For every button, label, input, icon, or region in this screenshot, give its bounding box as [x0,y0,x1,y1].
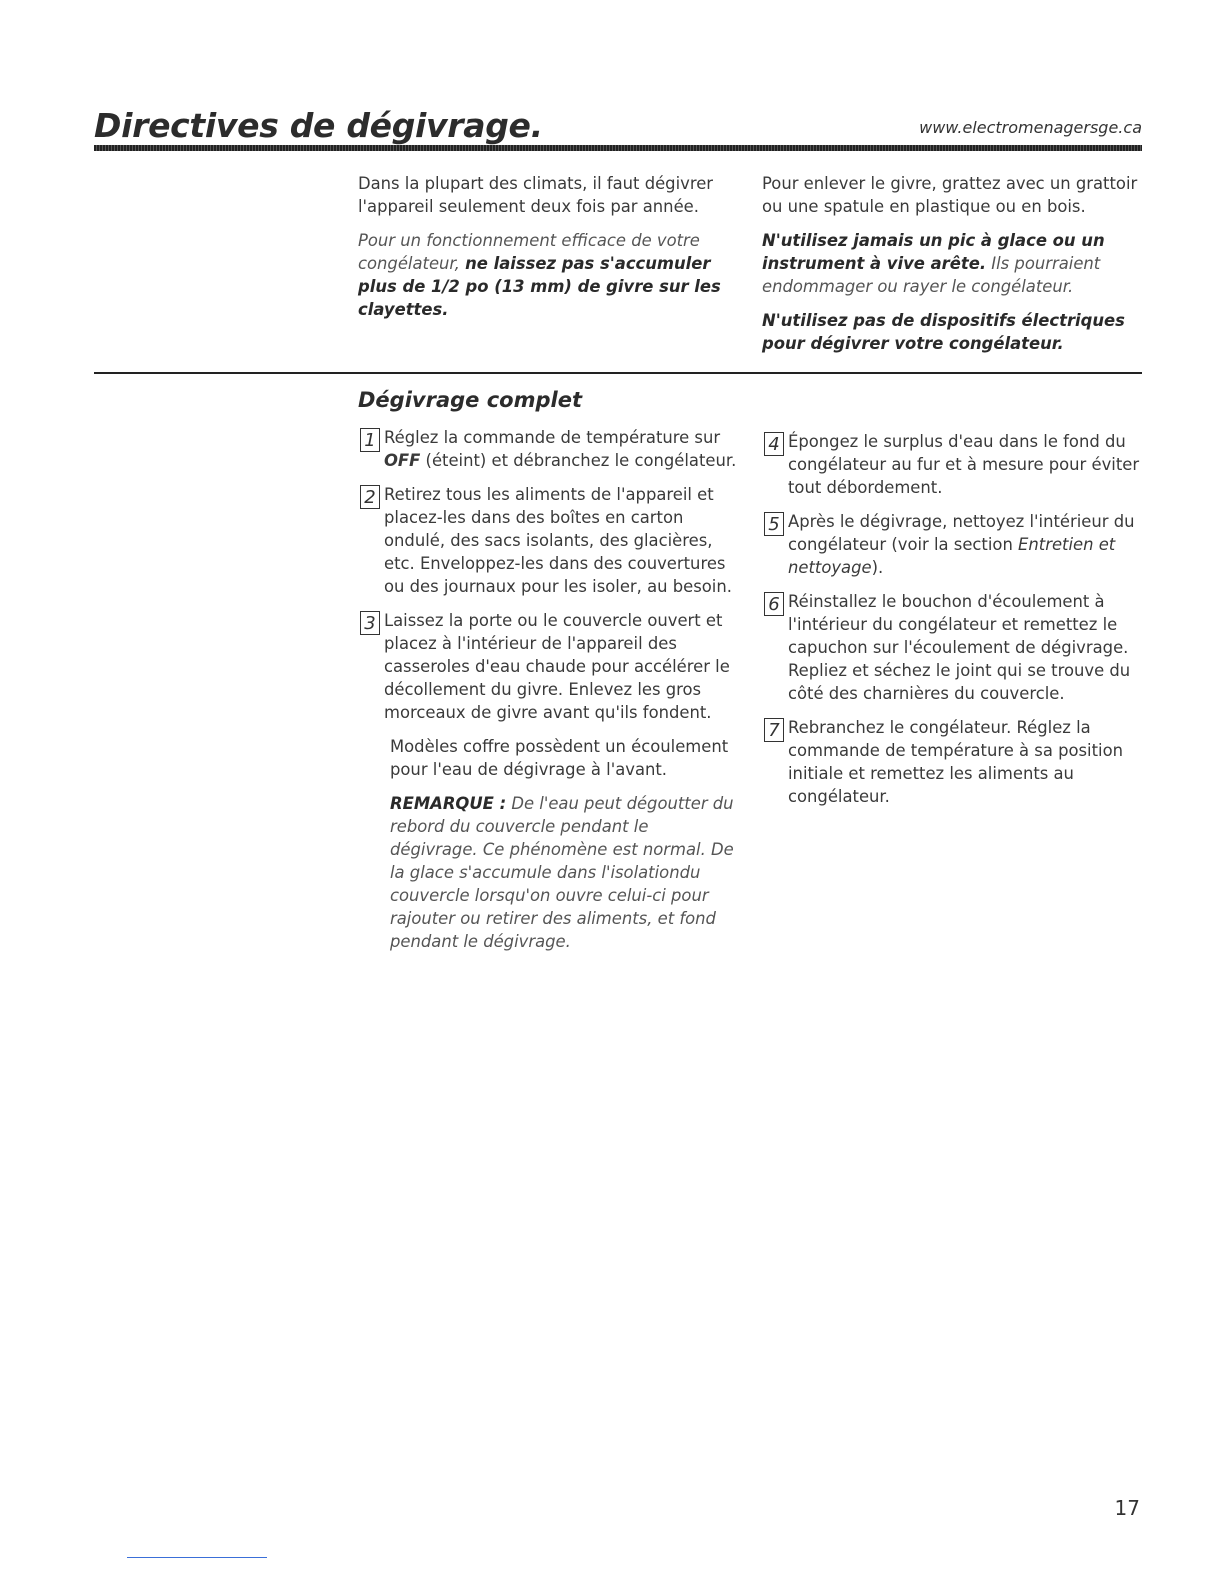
remark-label: REMARQUE : [390,794,507,813]
step-6 [762,590,1152,705]
remark [358,792,738,953]
step-number-6: 6 [764,592,784,616]
step-5 [762,510,1152,579]
step-number-2: 2 [360,485,380,509]
step-2-text: Retirez tous les aliments de l'appareil et placez-les dans des boîtes en carton ondulé, des sacs isolants, des glacières, etc. Enveloppez-les dans des couvertures ou des journaux pour les isoler, au besoin. [384,485,732,596]
step-4-text: Épongez le surplus d'eau dans le fond du congélateur au fur et à mesure pour éviter tout débordement. [788,432,1140,497]
off-label: OFF [384,451,421,470]
step-number-7: 7 [764,718,784,742]
footer-rule [127,1557,267,1558]
remark-text: De l'eau peut dégoutter du rebord du couvercle pendant le dégivrage. Ce phénomène est normal. De la glace s'accumule dans l'isolationdu couvercle lorsqu'on ouvre celui-ci pour rajouter ou retirer des aliments, et fond pendant le dégivrage. [390,794,734,951]
icepick-warning: N'utilisez jamais un pic à glace ou un instrument à vive arête. [762,231,1105,273]
website-url: www.electromenagersge.ca [919,118,1142,137]
step-number-4: 4 [764,432,784,456]
header-rule [94,145,1142,151]
scrape-paragraph: Pour enlever le givre, grattez avec un grattoir ou une spatule en plastique ou en bois. [762,174,1138,216]
intro-paragraph: Dans la plupart des climats, il faut dégivrer l'appareil seulement deux fois par année. [358,174,714,216]
step-5-main: Après le dégivrage, nettoyez l'intérieur du congélateur (voir la section [788,512,1135,554]
step-5-end: ). [871,558,884,577]
step-7-text: Rebranchez le congélateur. Réglez la commande de température à sa position initiale et remettez les aliments au congélateur. [788,718,1124,806]
intro-right-column [762,172,1152,366]
step-2 [358,483,738,598]
step-number-5: 5 [764,512,784,536]
page-number: 17 [1114,1496,1140,1520]
step-6-text: Réinstallez le bouchon d'écoulement à l'intérieur du congélateur et remettez le capuchon sur l'écoulement de dégivrage. Repliez et séchez le joint qui se trouve du côté des charnières du couvercle. [788,592,1131,703]
icepick-warning-paragraph [762,229,1152,298]
step-3-text: Laissez la porte ou le couvercle ouvert et placez à l'intérieur de l'appareil des casseroles d'eau chaude pour accélérer le décollement du givre. Enlevez les gros morceaux de givre avant qu'ils fondent. [384,611,730,722]
step-number-1: 1 [360,428,380,452]
section-title: Dégivrage complet [358,388,582,412]
section-divider [94,372,1142,374]
step-5-text [788,510,1152,579]
steps-right-column [762,430,1152,819]
intro-efficiency-paragraph [358,229,748,321]
chest-models-note: Modèles coffre possèdent un écoulement pour l'eau de dégivrage à l'avant. [390,737,729,779]
step-number-3: 3 [360,611,380,635]
icepick-warning-reason: Ils pourraient endommager ou rayer le congélateur. [762,254,1101,296]
intro-efficiency-warning: ne laissez pas s'accumuler plus de 1/2 po (13 mm) de givre sur les clayettes. [358,254,721,319]
step-4 [762,430,1152,499]
step-3 [358,609,738,724]
page-title: Directives de dégivrage. [94,106,543,145]
intro-left-column [358,172,748,332]
maintenance-reference: Entretien et nettoyage [788,535,1116,577]
intro-efficiency-italic: Pour un fonctionnement efficace de votre congélateur, [358,231,700,273]
step-1 [358,426,738,472]
step-1-main: Réglez la commande de température sur [384,428,721,447]
electric-device-warning: N'utilisez pas de dispositifs électriques pour dégivrer votre congélateur. [762,311,1125,353]
step-7 [762,716,1152,808]
steps-left-column [358,426,738,964]
step-1-text [384,426,738,472]
step-1-rest: (éteint) et débranchez le congélateur. [425,451,737,470]
